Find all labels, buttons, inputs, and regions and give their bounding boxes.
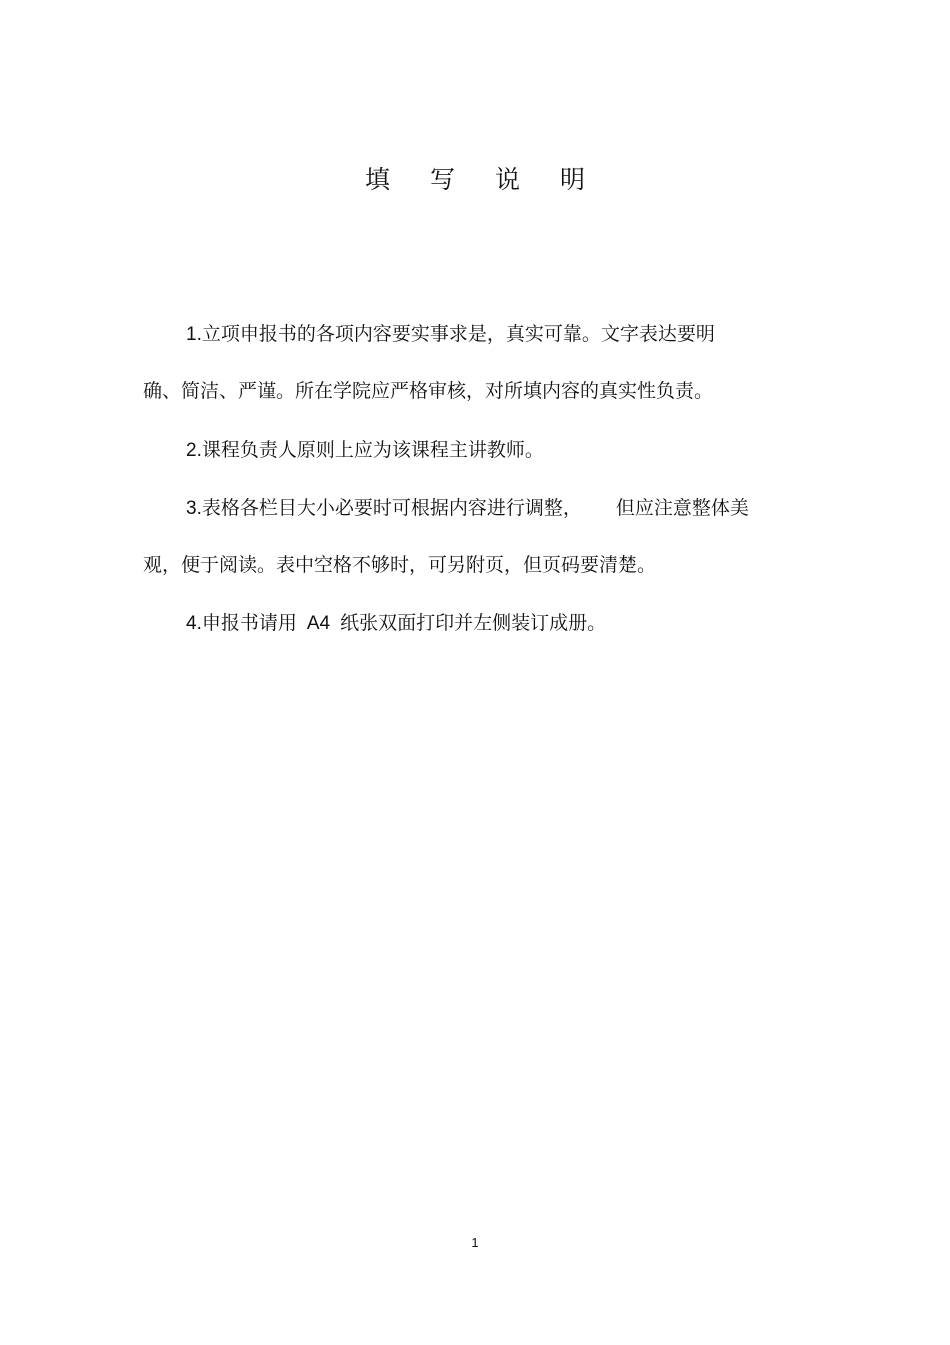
item-text: 观，便于阅读。表中空格不够时，可另附页，但页码要清楚。 xyxy=(143,554,657,576)
item-text: 申报书请用 xyxy=(201,612,297,634)
title-char: 写 xyxy=(429,165,455,194)
instruction-item-1-line-2 xyxy=(143,377,713,405)
instruction-item-3-line-1 xyxy=(186,494,749,523)
instruction-item-2 xyxy=(186,436,544,465)
instruction-item-3-line-2 xyxy=(143,551,656,579)
item-text: 立项申报书的各项内容要实事求是，真实可靠。文字表达要明 xyxy=(201,323,715,345)
item-number: 2. xyxy=(186,440,202,461)
item-number: 1. xyxy=(186,324,202,345)
item-text: 但应注意整体美 xyxy=(615,497,749,519)
instruction-item-1-line-1 xyxy=(186,320,715,349)
item-text: 确、简洁、严谨。所在学院应严格审核，对所填内容的真实性负责。 xyxy=(143,380,714,402)
item-number: 4. xyxy=(186,613,202,634)
title-char: 填 xyxy=(364,165,390,194)
title-char: 明 xyxy=(560,165,586,194)
item-number: 3. xyxy=(186,498,202,519)
item-text: 课程负责人原则上应为该课程主讲教师。 xyxy=(201,439,544,461)
page-title xyxy=(0,162,950,198)
paper-size: A4 xyxy=(306,613,331,634)
instruction-item-4 xyxy=(186,609,606,638)
item-text: 纸张双面打印并左侧装订成册。 xyxy=(340,612,607,634)
item-text: 表格各栏目大小必要时可根据内容进行调整， xyxy=(201,497,582,519)
page-number: 1 xyxy=(471,1235,479,1250)
title-char: 说 xyxy=(495,165,521,194)
